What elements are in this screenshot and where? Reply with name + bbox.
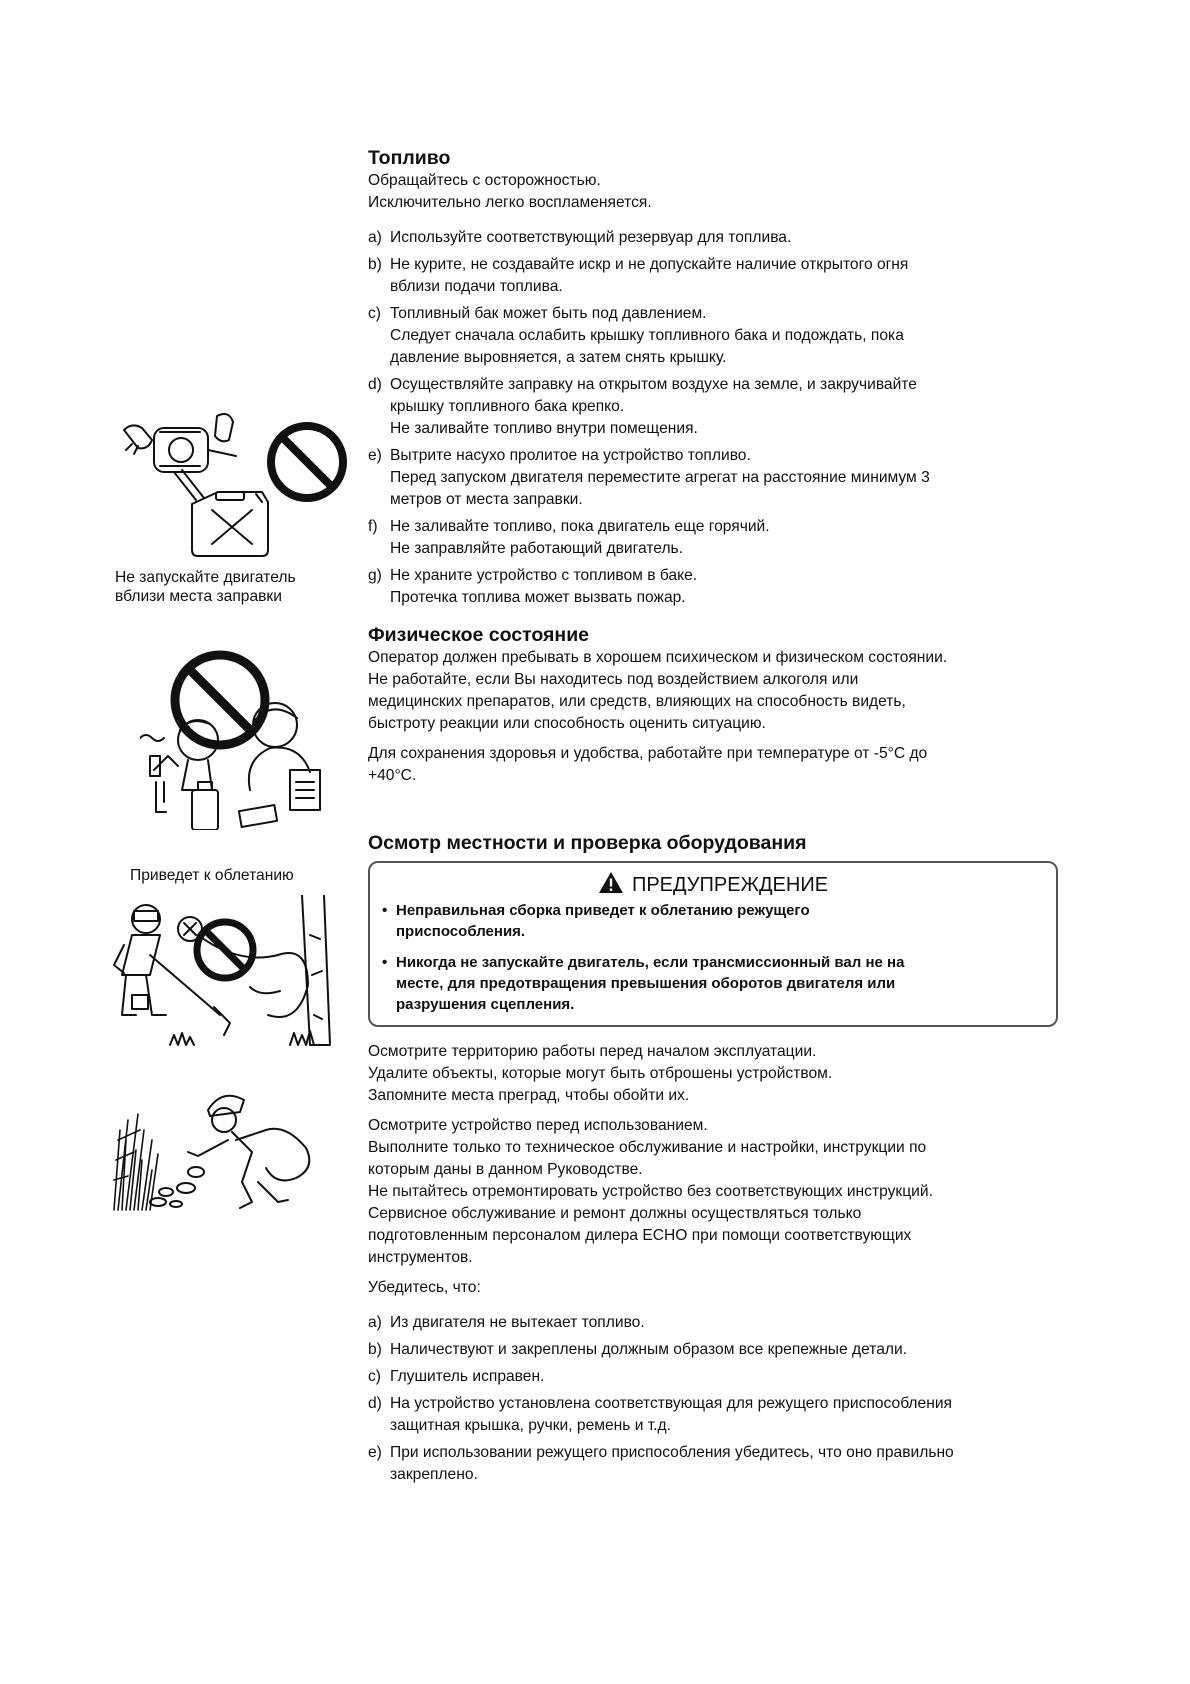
list-item: c) Глушитель исправен. <box>368 1368 545 1385</box>
impairment-illustration <box>140 650 340 830</box>
list-item: e) Вытрите насухо пролитое на устройство топливо. Перед запуском двигателя переместите агрегат на расстояние минимум 3 метров от места заправки. <box>368 447 930 508</box>
list-item: d) Осуществляйте заправку на открытом воздухе на земле, и закручивайте крышку топливного бака крепко. Не заливайте топливо внутри помещения. <box>368 376 917 437</box>
list-item: b) Наличествуют и закреплены должным образом все крепежные детали. <box>368 1341 908 1358</box>
list-item: a) Используйте соответствующий резервуар для топлива. <box>368 229 792 246</box>
fly-off-illustration <box>110 895 345 1055</box>
equipment-paragraph: Осмотрите устройство перед использованием. Выполните только то техническое обслуживание и настройки, инструкции по которым даны в данном Руководстве. Не пытайтесь отремонтировать устройство без соответствующих инструкций. Сервисное обслуживание и ремонт должны осуществляться только подготовленным персоналом дилера ECHO при помощи соответствующих инструментов. <box>368 1117 933 1266</box>
main-column <box>368 146 1058 1486</box>
fuel-heading: Топливо <box>368 147 451 169</box>
area-paragraph: Осмотрите территорию работы перед началом эксплуатации. Удалите объекты, которые могут быть отброшены устройством. Запомните места преград, чтобы обойти их. <box>368 1043 833 1104</box>
physical-paragraph: Оператор должен пребывать в хорошем психическом и физическом состоянии. Не работайте, если Вы находитесь под воздействием алкоголя или медицинских препаратов, или средств, влияющих на способность видеть, быстроту реакции или способность оценить ситуацию. <box>368 649 948 732</box>
list-item: e) При использовании режущего приспособления убедитесь, что оно правильно закреплено. <box>368 1444 954 1483</box>
temperature-paragraph: Для сохранения здоровья и удобства, работайте при температуре от -5°C до +40°C. <box>368 745 928 784</box>
list-item: g) Не храните устройство с топливом в баке. Протечка топлива может вызвать пожар. <box>368 567 698 606</box>
list-item: c) Топливный бак может быть под давлением. Следует сначала ослабить крышку топливного бака и подождать, пока давление выровняется, а затем снять крышку. <box>368 305 904 366</box>
warning-bullet: • Никогда не запускайте двигатель, если трансмиссионный вал не на месте, для предотвращения превышения оборотов двигателя или разрушения сцепления. <box>382 954 905 1013</box>
area-clearing-illustration <box>112 1080 322 1215</box>
list-item: b) Не курите, не создавайте искр и не допускайте наличие открытого огня вблизи подачи топлива. <box>368 256 909 295</box>
fuel-intro-line: Обращайтесь с осторожностью. <box>368 172 601 189</box>
list-item: a) Из двигателя не вытекает топливо. <box>368 1314 645 1331</box>
refuel-illustration <box>112 410 347 560</box>
warning-title: ПРЕДУПРЕЖДЕНИЕ <box>382 871 1044 898</box>
warning-bullet: • Неправильная сборка приведет к облетанию режущего приспособления. <box>382 902 810 940</box>
list-item: d) На устройство установлена соответствующая для режущего приспособления защитная крышка, ручки, ремень и т.д. <box>368 1395 952 1434</box>
inspection-heading: Осмотр местности и проверка оборудования <box>368 832 807 854</box>
warning-triangle-icon <box>598 871 624 894</box>
ensure-label: Убедитесь, что: <box>368 1279 481 1296</box>
physical-heading: Физическое состояние <box>368 624 590 646</box>
fly-off-caption: Приведет к облетанию <box>130 867 294 884</box>
warning-box <box>368 861 1058 1027</box>
list-item: f) Не заливайте топливо, пока двигатель еще горячий. Не заправляйте работающий двигатель. <box>368 518 770 557</box>
refuel-caption: Не запускайте двигатель вблизи места заправки <box>115 569 296 605</box>
fuel-intro-line: Исключительно легко воспламеняется. <box>368 194 652 211</box>
